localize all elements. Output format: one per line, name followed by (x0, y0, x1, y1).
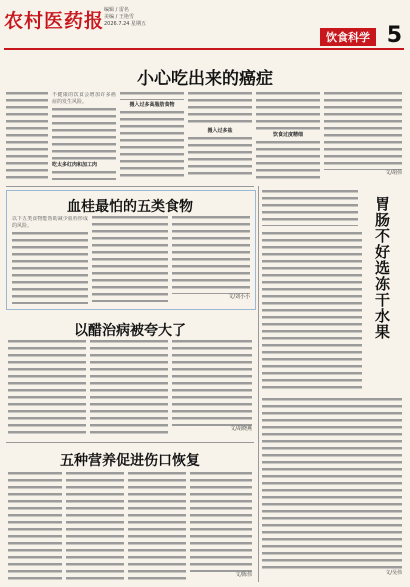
text-block (128, 472, 186, 582)
text-block (120, 111, 184, 177)
text-block (92, 216, 168, 302)
text-block (52, 171, 116, 180)
right-article-title: 胃肠不好选冻干水果 (373, 196, 391, 340)
main-sub1: 吃太多红肉和加工肉 (52, 162, 98, 168)
main-article-col3 (188, 92, 252, 180)
divider (6, 442, 254, 443)
main-article-author: 文/胡伟 (385, 170, 402, 176)
vinegar-title: 以醋治病被夸大了 (74, 323, 186, 339)
text-block (120, 92, 184, 100)
main-sub3: 摄入过多盐 (207, 128, 233, 134)
right-article-author: 文/吴伟 (385, 570, 402, 576)
editor-line: 编辑 / 雷名 (104, 7, 129, 13)
text-block (188, 137, 252, 177)
vinegar-col1 (8, 340, 86, 436)
text-block (52, 108, 116, 160)
nutrition-title: 五种营养促进伤口恢复 (60, 453, 200, 469)
text-block (172, 340, 252, 426)
vinegar-col3 (172, 340, 252, 436)
divider (6, 186, 254, 187)
designer-line: 美编 / 王艳雪 (104, 14, 134, 20)
masthead-rule (4, 48, 404, 50)
text-block (90, 340, 168, 436)
text-block (256, 92, 320, 130)
text-block (262, 190, 358, 226)
nutrition-col4 (190, 472, 252, 582)
text-block (6, 92, 48, 180)
main-article-col2 (120, 92, 184, 180)
text-block (12, 232, 88, 304)
main-sub2: 摄入过多高脂肪食物 (129, 102, 175, 108)
masthead-meta (104, 7, 146, 28)
five-foods-author: 文/刘小小 (228, 294, 250, 300)
text-block (262, 398, 402, 570)
main-sub4: 饮食过度精细 (272, 132, 303, 138)
text-block (188, 92, 252, 126)
left-short-column (6, 92, 48, 180)
text-block (8, 340, 86, 436)
five-foods-intro: 以下五类食物能帮助减少血栓形成的风险。 (12, 216, 88, 229)
text-block (190, 472, 252, 572)
right-article-col2 (262, 398, 402, 580)
main-article-intro: 不健康的饮食会增加许多癌症的发生风险。 (52, 92, 116, 105)
nutrition-col2 (66, 472, 124, 582)
column-divider (258, 186, 259, 582)
text-block (324, 92, 402, 170)
right-article-col1 (262, 232, 362, 392)
nutrition-author: 文/陈伟 (235, 572, 252, 578)
five-foods-title: 血桂最怕的五类食物 (67, 199, 193, 215)
text-block (256, 141, 320, 179)
text-block (8, 472, 62, 582)
newspaper-logo: 农村医药报 (4, 10, 105, 32)
main-article-col4 (256, 92, 320, 180)
five-foods-col1 (12, 216, 88, 304)
nutrition-col1 (8, 472, 62, 582)
main-article-col1 (52, 92, 116, 180)
vinegar-author: 文/胡晓燕 (230, 426, 252, 432)
text-block (172, 216, 250, 294)
right-article-top (262, 190, 358, 226)
five-foods-col3 (172, 216, 250, 304)
section-label: 饮食科学 (320, 28, 376, 46)
text-block (262, 232, 362, 392)
main-article-col5 (324, 92, 402, 180)
page-number: 5 (386, 23, 402, 48)
nutrition-col3 (128, 472, 186, 582)
vinegar-col2 (90, 340, 168, 436)
five-foods-col2 (92, 216, 168, 304)
date-line: 2026.7.24 星期五 (104, 21, 147, 27)
main-article-title: 小心吃出来的癌症 (137, 69, 273, 89)
text-block (66, 472, 124, 582)
